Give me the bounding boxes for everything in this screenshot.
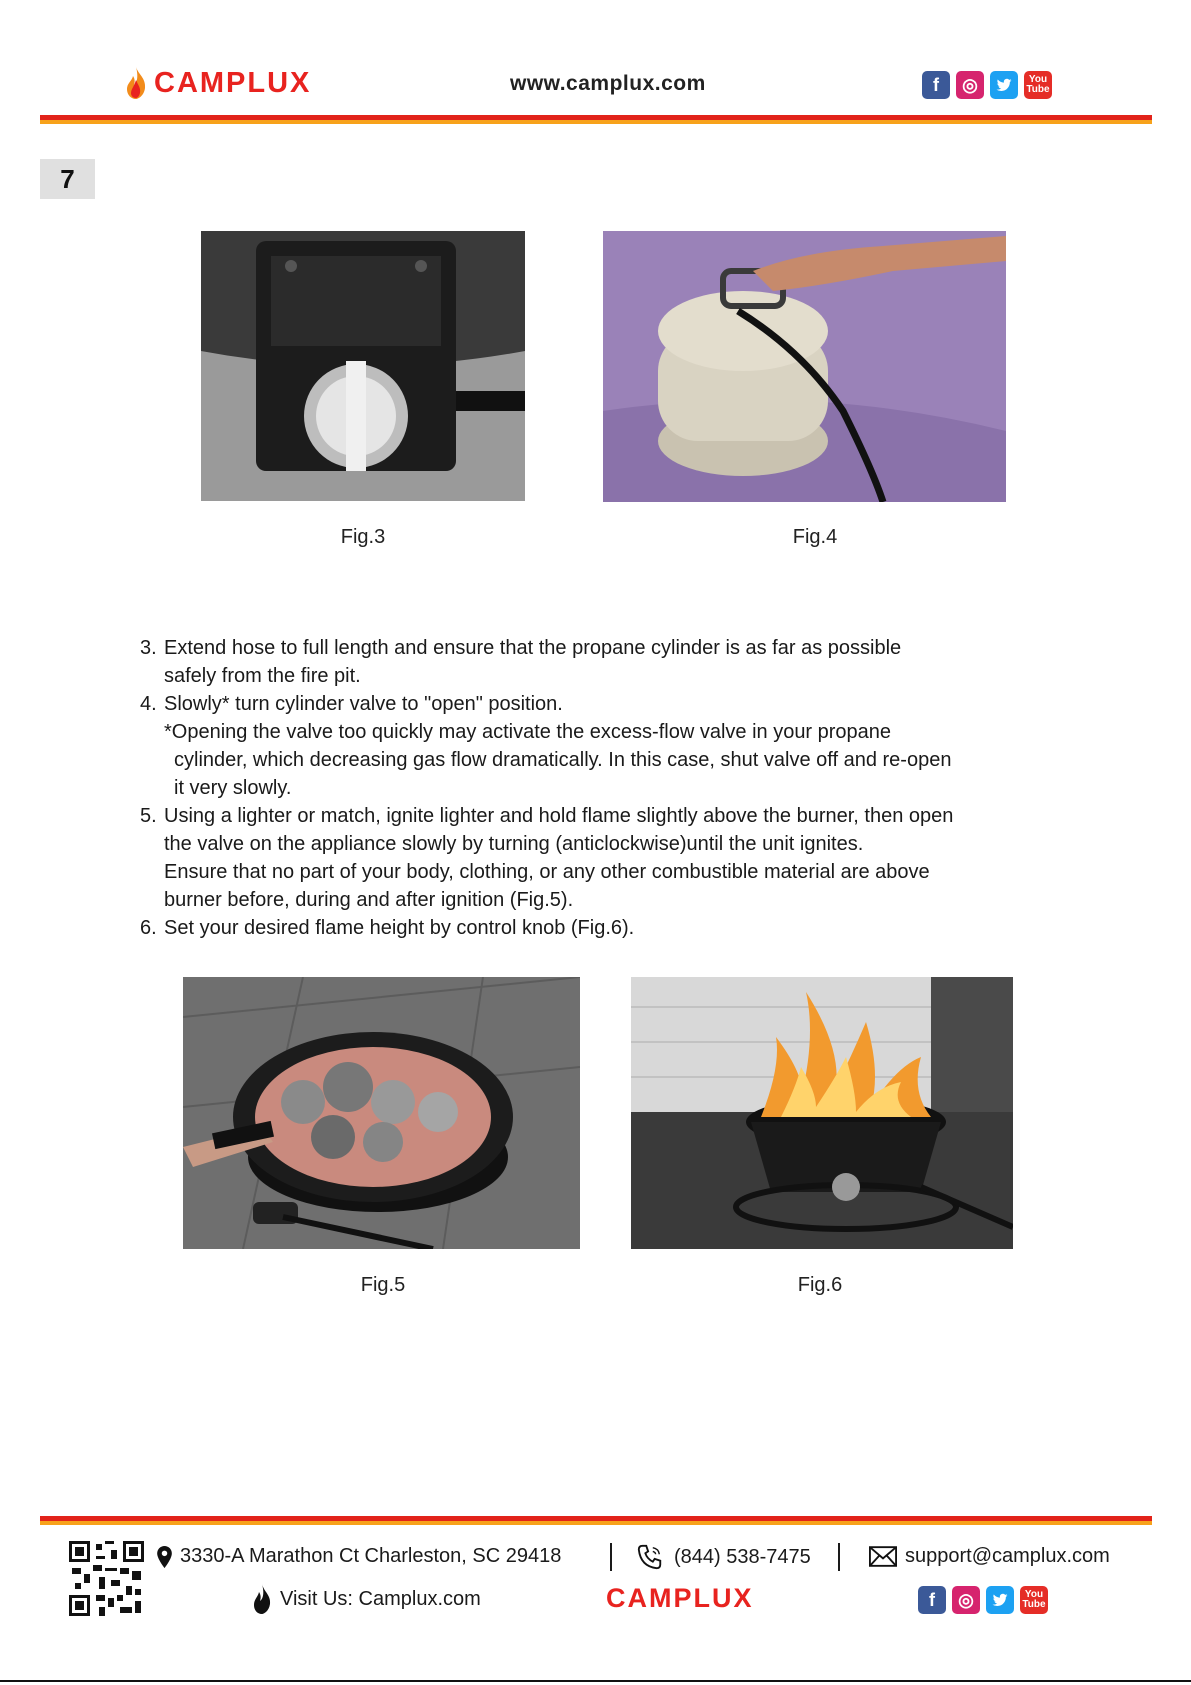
flame-icon <box>252 1584 272 1614</box>
footer-visit[interactable]: Visit Us: Camplux.com <box>252 1584 481 1614</box>
page-bottom-rule <box>0 1680 1191 1682</box>
footer-separator <box>610 1543 612 1571</box>
header-rule-orange <box>40 120 1152 124</box>
footer-social-links <box>918 1586 1048 1614</box>
header-social-links <box>922 71 1052 99</box>
envelope-icon <box>869 1546 897 1567</box>
instruction-step-3: 3. Extend hose to full length and ensure that the propane cylinder is as far as possible safely from the fire pit. <box>140 637 902 687</box>
fig5-caption: Fig.5 <box>360 1274 406 1296</box>
camplux-logo[interactable] <box>124 66 311 100</box>
footer-phone[interactable]: (844) 538-7475 <box>636 1543 811 1571</box>
facebook-icon[interactable]: f <box>918 1586 946 1614</box>
facebook-icon[interactable]: f <box>922 71 950 99</box>
instagram-icon[interactable]: ◎ <box>952 1586 980 1614</box>
youtube-icon[interactable]: You Tube <box>1020 1586 1048 1614</box>
footer-address: 3330-A Marathon Ct Charleston, SC 29418 <box>157 1545 561 1568</box>
instruction-step-6: 6. Set your desired flame height by control knob (Fig.6). <box>140 917 635 939</box>
location-pin-icon <box>157 1546 172 1568</box>
fig3-caption: Fig.3 <box>340 526 386 548</box>
fig4-photo-propane-cylinder <box>603 231 1006 502</box>
website-url[interactable]: www.camplux.com <box>510 72 706 95</box>
fig5-photo-ignition <box>183 977 580 1249</box>
page-number: 7 <box>40 159 95 199</box>
flame-icon <box>124 66 148 100</box>
footer-rule-orange <box>40 1521 1152 1525</box>
qr-code[interactable] <box>69 1541 144 1616</box>
footer-email[interactable]: support@camplux.com <box>869 1545 1110 1568</box>
twitter-icon[interactable] <box>990 71 1018 99</box>
twitter-icon[interactable] <box>986 1586 1014 1614</box>
brand-name: CAMPLUX <box>154 66 312 99</box>
footer-brand-logo[interactable]: CAMPLUX <box>606 1583 754 1613</box>
instruction-step-4: 4. Slowly* turn cylinder valve to "open" position. *Opening the valve too quickly may activate the excess-flow valve in your propane cylinder, which decreasing gas flow dramatically. In this case, shut valve off and re-open it very slowly. <box>140 693 952 799</box>
instagram-icon[interactable]: ◎ <box>956 71 984 99</box>
footer-separator <box>838 1543 840 1571</box>
instruction-step-5: 5. Using a lighter or match, ignite lighter and hold flame slightly above the burner, then open the valve on the appliance slowly by turning (anticlockwise)until the unit ignites. Ensure that no part of your body, clothing, or any other combustible material are above burner before, during and after ignition (Fig.5). <box>140 805 954 911</box>
fig4-caption: Fig.4 <box>792 526 838 548</box>
fig3-photo-valve-knob <box>201 231 525 501</box>
fig6-caption: Fig.6 <box>797 1274 843 1296</box>
instruction-list <box>140 634 1060 942</box>
youtube-icon[interactable]: You Tube <box>1024 71 1052 99</box>
fig6-photo-flame <box>631 977 1013 1249</box>
phone-icon <box>636 1543 664 1571</box>
